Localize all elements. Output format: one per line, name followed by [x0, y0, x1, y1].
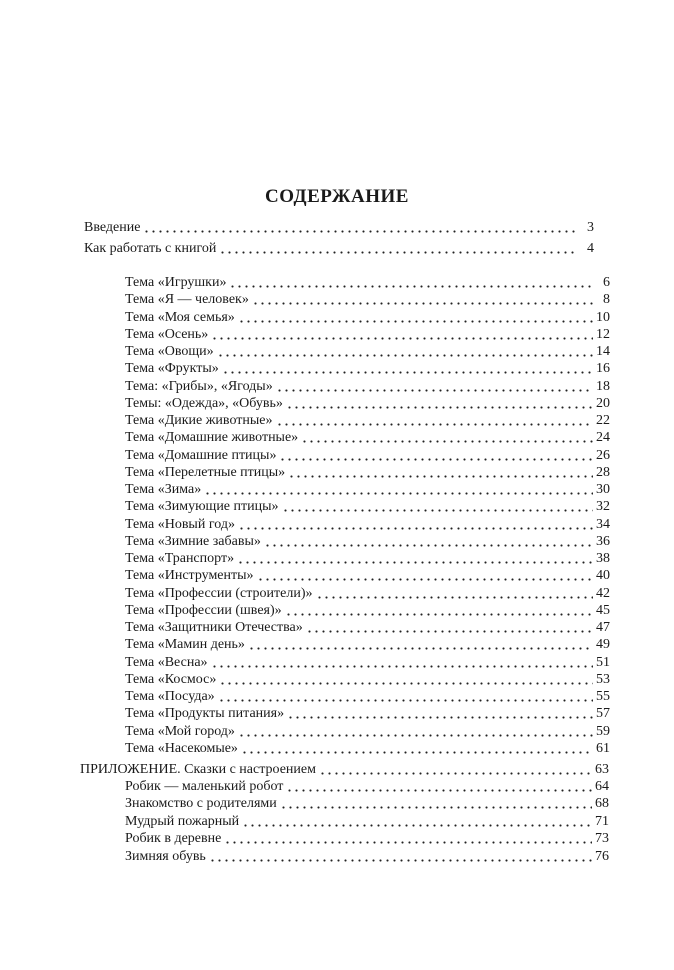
- dot-leader: [211, 337, 593, 340]
- dot-leader: [257, 578, 593, 581]
- dot-leader: [288, 475, 593, 478]
- toc-entry-label: Тема «Зимние забавы»: [125, 534, 261, 549]
- toc-entry-label: Тема «Защитники Отечества»: [125, 620, 303, 635]
- dot-leader: [248, 647, 593, 650]
- toc-entry-page: 42: [596, 586, 610, 601]
- toc-entry-page: 71: [595, 814, 609, 829]
- toc-entry-label: Тема «Мамин день»: [125, 637, 245, 652]
- toc-entry-page: 45: [596, 603, 610, 618]
- toc-entry[interactable]: [125, 343, 610, 360]
- dot-leader: [287, 716, 593, 719]
- toc-entry[interactable]: [125, 481, 610, 498]
- toc-entry-page: 47: [596, 620, 610, 635]
- toc-entry-page: 12: [596, 327, 610, 342]
- toc-entry-page: 73: [595, 831, 609, 846]
- toc-entry-page: 3: [587, 220, 594, 235]
- toc-entry-label: Тема «Дикие животные»: [125, 413, 273, 428]
- toc-entry-label: Тема «Мой город»: [125, 724, 235, 739]
- toc-entry-page: 26: [596, 448, 610, 463]
- toc-entry[interactable]: [125, 378, 610, 395]
- dot-leader: [204, 492, 593, 495]
- toc-entry-label: Тема «Космос»: [125, 672, 217, 687]
- dot-leader: [229, 285, 593, 288]
- toc-entry-label: Тема «Инструменты»: [125, 568, 254, 583]
- page-title: СОДЕРЖАНИЕ: [265, 186, 409, 207]
- toc-entry[interactable]: [125, 602, 610, 619]
- dot-leader: [224, 841, 592, 844]
- toc-entry-label: Тема «Новый год»: [125, 517, 235, 532]
- toc-entry-label: Как работать с книгой: [84, 241, 217, 256]
- dot-leader: [143, 230, 577, 233]
- toc-entry-page: 14: [596, 344, 610, 359]
- toc-entry-label: Знакомство с родителями: [125, 796, 277, 811]
- toc-entry-page: 63: [595, 762, 609, 777]
- toc-entry-page: 51: [596, 655, 610, 670]
- toc-entry[interactable]: [125, 516, 610, 533]
- dot-leader: [280, 806, 592, 809]
- dot-leader: [286, 406, 593, 409]
- toc-entry-intro[interactable]: [84, 219, 594, 236]
- toc-entry-label: Тема «Зимующие птицы»: [125, 499, 279, 514]
- dot-leader: [238, 734, 593, 737]
- dot-leader: [316, 596, 594, 599]
- toc-entry-page: 38: [596, 551, 610, 566]
- toc-entry-appendix[interactable]: [80, 761, 609, 778]
- dot-leader: [238, 527, 593, 530]
- toc-entry[interactable]: [125, 412, 610, 429]
- toc-entry-label: Тема «Я — человек»: [125, 292, 249, 307]
- dot-leader: [217, 354, 593, 357]
- toc-entry-label: Тема «Посуда»: [125, 689, 215, 704]
- toc-entry-label: Тема «Зима»: [125, 482, 202, 497]
- dot-leader: [264, 544, 593, 547]
- toc-entry-label: Тема «Продукты питания»: [125, 706, 285, 721]
- toc-entry[interactable]: [125, 830, 609, 847]
- toc-entry-label: Тема: «Грибы», «Ягоды»: [125, 379, 273, 394]
- toc-entry[interactable]: [125, 795, 609, 812]
- toc-entry-label: Тема «Игрушки»: [125, 275, 227, 290]
- toc-entry-page: 4: [587, 241, 594, 256]
- toc-entry-label: Введение: [84, 220, 141, 235]
- dot-leader: [306, 630, 593, 633]
- toc-entry-page: 57: [596, 706, 610, 721]
- toc-entry-label: Тема «Профессии (швея)»: [125, 603, 282, 618]
- dot-leader: [286, 789, 592, 792]
- dot-leader: [237, 561, 593, 564]
- toc-entry-label: Тема «Весна»: [125, 655, 208, 670]
- toc-entry[interactable]: [125, 291, 610, 308]
- toc-entry[interactable]: [125, 585, 610, 602]
- toc-entry[interactable]: [125, 705, 610, 722]
- dot-leader: [276, 423, 594, 426]
- toc-entry[interactable]: [125, 636, 610, 653]
- toc-entry-page: 30: [596, 482, 610, 497]
- dot-leader: [241, 751, 593, 754]
- toc-entry-label: Робик в деревне: [125, 831, 222, 846]
- toc-entry-label: Тема «Перелетные птицы»: [125, 465, 286, 480]
- toc-entry-page: 24: [596, 430, 610, 445]
- toc-entry-page: 8: [603, 292, 610, 307]
- toc-entry-page: 64: [595, 779, 609, 794]
- toc-entry-label: Зимняя обувь: [125, 849, 206, 864]
- toc-entry[interactable]: [125, 619, 610, 636]
- toc-entry-page: 68: [595, 796, 609, 811]
- dot-leader: [276, 389, 593, 392]
- toc-entry[interactable]: [125, 813, 609, 830]
- toc-entry-page: 10: [596, 310, 610, 325]
- toc-entry-page: 32: [596, 499, 610, 514]
- toc-entry-page: 22: [596, 413, 610, 428]
- toc-entry-label: Тема «Профессии (строители)»: [125, 586, 313, 601]
- dot-leader: [209, 859, 592, 862]
- toc-entry[interactable]: [125, 533, 610, 550]
- toc-entry[interactable]: [125, 447, 610, 464]
- toc-entry[interactable]: [125, 688, 610, 705]
- toc-entry-label: ПРИЛОЖЕНИЕ. Сказки с настроением: [80, 762, 316, 777]
- dot-leader: [219, 251, 577, 254]
- toc-entry-page: 49: [596, 637, 610, 652]
- dot-leader: [222, 371, 593, 374]
- toc-entry-label: Темы: «Одежда», «Обувь»: [125, 396, 283, 411]
- toc-entry-label: Мудрый пожарный: [125, 814, 240, 829]
- toc-entry[interactable]: [125, 360, 610, 377]
- toc-entry-page: 55: [596, 689, 610, 704]
- toc-entry-page: 40: [596, 568, 610, 583]
- toc-entry[interactable]: [125, 567, 610, 584]
- toc-entry[interactable]: [125, 464, 610, 481]
- toc-entry-label: Тема «Насекомые»: [125, 741, 238, 756]
- toc-entry[interactable]: [125, 274, 610, 291]
- dot-leader: [211, 665, 593, 668]
- toc-entry-page: 18: [596, 379, 610, 394]
- toc-entry[interactable]: [125, 498, 610, 515]
- dot-leader: [285, 613, 593, 616]
- toc-entry-page: 20: [596, 396, 610, 411]
- toc-entry[interactable]: [125, 395, 610, 412]
- toc-entry[interactable]: [125, 723, 610, 740]
- toc-entry[interactable]: [125, 778, 609, 795]
- toc-entry[interactable]: [125, 550, 610, 567]
- toc-entry[interactable]: [125, 848, 609, 865]
- toc-entry-page: 16: [596, 361, 610, 376]
- toc-entry[interactable]: [125, 326, 610, 343]
- toc-entry[interactable]: [125, 309, 610, 326]
- dot-leader: [282, 509, 593, 512]
- toc-entry[interactable]: [125, 429, 610, 446]
- toc-entry-page: 76: [595, 849, 609, 864]
- toc-entry-label: Тема «Домашние животные»: [125, 430, 299, 445]
- toc-entry[interactable]: [125, 740, 610, 757]
- dot-leader: [219, 682, 593, 685]
- dot-leader: [319, 772, 592, 775]
- toc-entry-page: 34: [596, 517, 610, 532]
- dot-leader: [218, 699, 593, 702]
- toc-entry-label: Тема «Осень»: [125, 327, 209, 342]
- toc-entry-page: 28: [596, 465, 610, 480]
- dot-leader: [301, 440, 593, 443]
- toc-entry-label: Робик — маленький робот: [125, 779, 284, 794]
- toc-entry[interactable]: [125, 671, 610, 688]
- toc-entry-label: Тема «Фрукты»: [125, 361, 219, 376]
- toc-entry-page: 61: [596, 741, 610, 756]
- toc-entry-label: Тема «Домашние птицы»: [125, 448, 277, 463]
- dot-leader: [252, 302, 593, 305]
- toc-entry-label: Тема «Овощи»: [125, 344, 214, 359]
- toc-entry-page: 6: [603, 275, 610, 290]
- toc-entry-label: Тема «Транспорт»: [125, 551, 235, 566]
- dot-leader: [238, 320, 593, 323]
- toc-entry-how-to[interactable]: [84, 240, 594, 257]
- toc-entry[interactable]: [125, 654, 610, 671]
- toc-entry-page: 36: [596, 534, 610, 549]
- dot-leader: [279, 458, 593, 461]
- toc-entry-page: 53: [596, 672, 610, 687]
- toc-entry-label: Тема «Моя семья»: [125, 310, 235, 325]
- toc-entry-page: 59: [596, 724, 610, 739]
- dot-leader: [242, 824, 592, 827]
